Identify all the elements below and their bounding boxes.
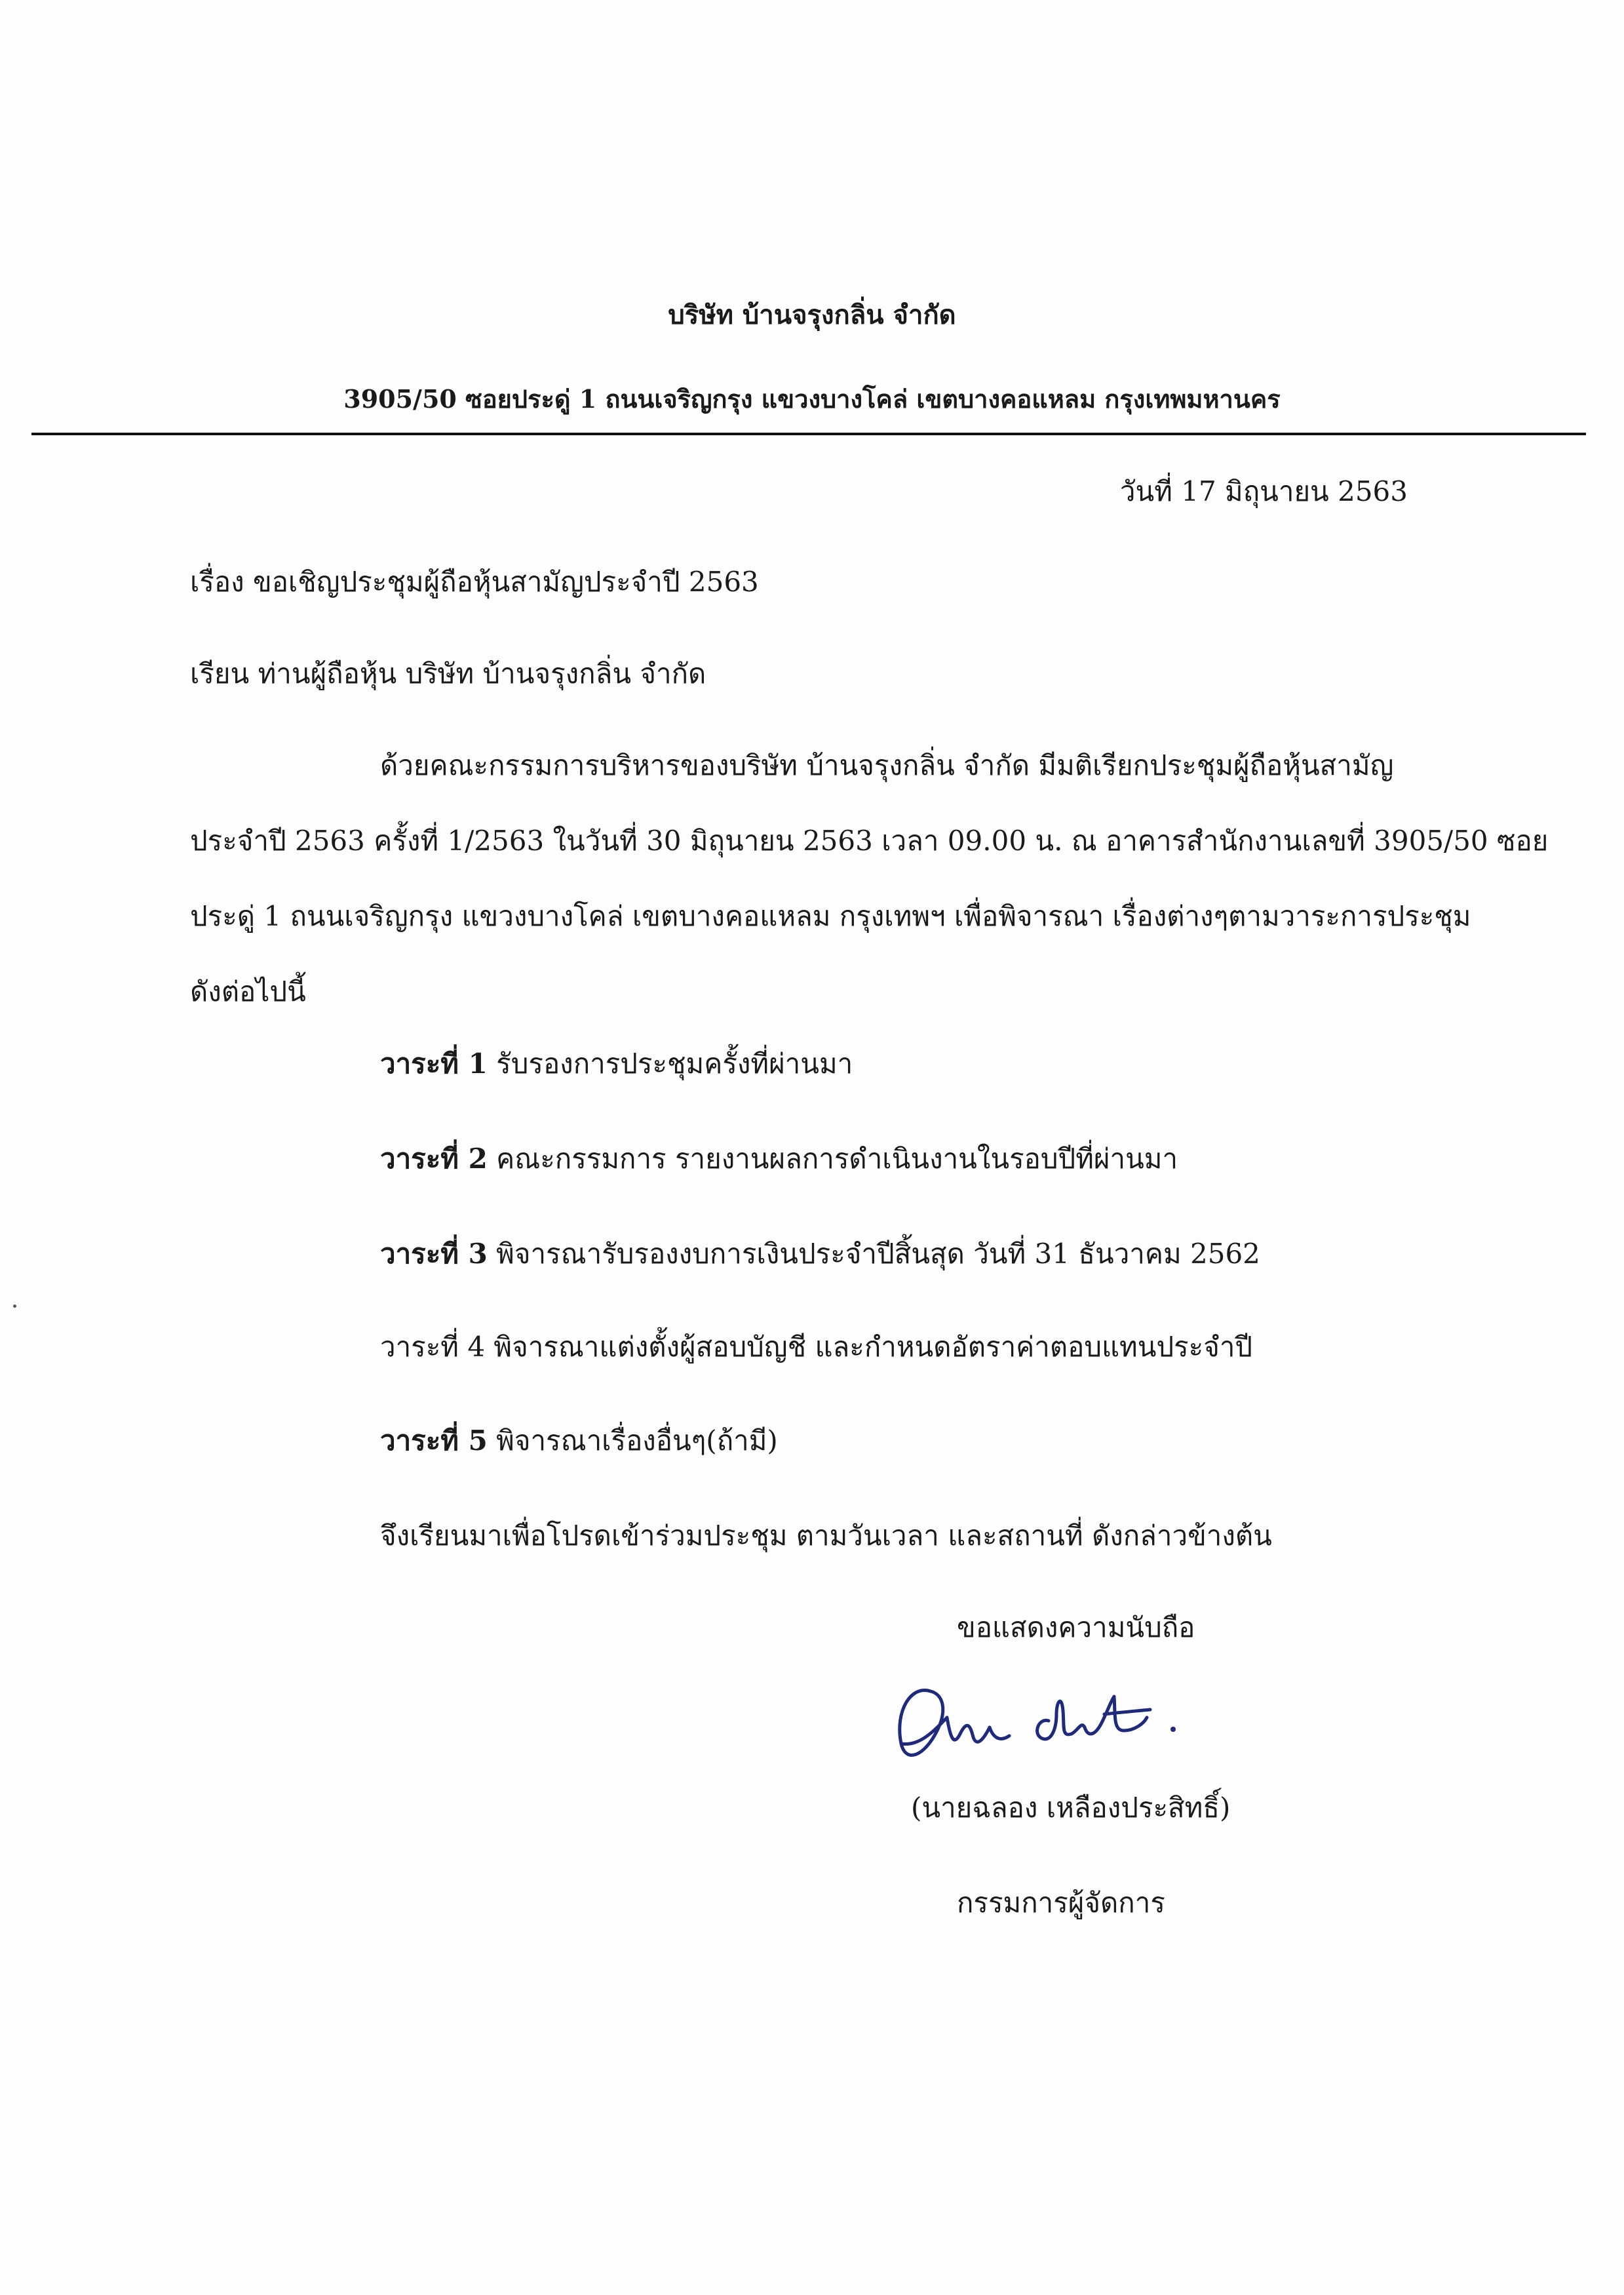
closing-regards: ขอแสดงความนับถือ	[957, 1611, 1195, 1643]
agenda-label: วาระที่ 2	[380, 1143, 488, 1175]
letter-recipient: เรียน ท่านผู้ถือหุ้น บริษัท บ้านจรุงกลิ่น จำกัด	[190, 657, 706, 690]
agenda-item	[380, 1419, 778, 1462]
agenda-item	[380, 1325, 1252, 1369]
signer-name: (นายฉลอง เหลืองประสิทธิ์)	[911, 1792, 1231, 1824]
agenda-text: คณะกรรมการ รายงานผลการดำเนินงานในรอบปีที่ผ่านมา	[487, 1143, 1178, 1175]
agenda-label: วาระที่ 3	[380, 1238, 488, 1270]
agenda-text: พิจารณาเรื่องอื่นๆ(ถ้ามี)	[487, 1424, 778, 1457]
agenda-label: วาระที่ 1	[380, 1048, 488, 1080]
body-line: ด้วยคณะกรรมการบริหารของบริษัท บ้านจรุงกลิ่น จำกัด มีมติเรียกประชุมผู้ถือหุ้นสามัญ	[380, 749, 1394, 781]
agenda-label: วาระที่ 4	[380, 1331, 486, 1363]
company-address: 3905/50 ซอยประดู่ 1 ถนนเจริญกรุง แขวงบางโคล่ เขตบางคอแหลม กรุงเทพมหานคร	[343, 384, 1281, 414]
body-line: ประจำปี 2563 ครั้งที่ 1/2563 ในวันที่ 30 มิถุนายน 2563 เวลา 09.00 น. ณ อาคารสำนักงานเลขที่ 3905/50 ซอย	[190, 825, 1549, 857]
agenda-text: พิจารณาแต่งตั้งผู้สอบบัญชี และกำหนดอัตราค่าตอบแทนประจำปี	[485, 1331, 1253, 1363]
body-line: ประดู่ 1 ถนนเจริญกรุง แขวงบางโคล่ เขตบางคอแหลม กรุงเทพฯ เพื่อพิจารณา เรื่องต่างๆตามวาระการประชุม	[190, 900, 1471, 932]
header-divider	[31, 433, 1586, 435]
letter-subject: เรื่อง ขอเชิญประชุมผู้ถือหุ้นสามัญประจำปี 2563	[190, 566, 759, 598]
agenda-label: วาระที่ 5	[380, 1424, 488, 1457]
agenda-item	[380, 1042, 853, 1086]
company-name: บริษัท บ้านจรุงกลิ่น จำกัด	[668, 300, 956, 330]
agenda-item	[380, 1137, 1178, 1181]
letter-date: วันที่ 17 มิถุนายน 2563	[1119, 475, 1408, 507]
signer-position: กรรมการผู้จัดการ	[957, 1887, 1165, 1919]
scan-speck	[13, 1304, 16, 1308]
closing-sentence: จึงเรียนมาเพื่อโปรดเข้าร่วมประชุม ตามวันเวลา และสถานที่ ดังกล่าวข้างต้น	[380, 1520, 1272, 1552]
agenda-item	[380, 1232, 1260, 1276]
handwritten-signature	[885, 1665, 1252, 1783]
body-line: ดังต่อไปนี้	[190, 975, 306, 1008]
agenda-text: รับรองการประชุมครั้งที่ผ่านมา	[487, 1048, 853, 1080]
agenda-text: พิจารณารับรองงบการเงินประจำปีสิ้นสุด วันที่ 31 ธันวาคม 2562	[487, 1238, 1260, 1270]
